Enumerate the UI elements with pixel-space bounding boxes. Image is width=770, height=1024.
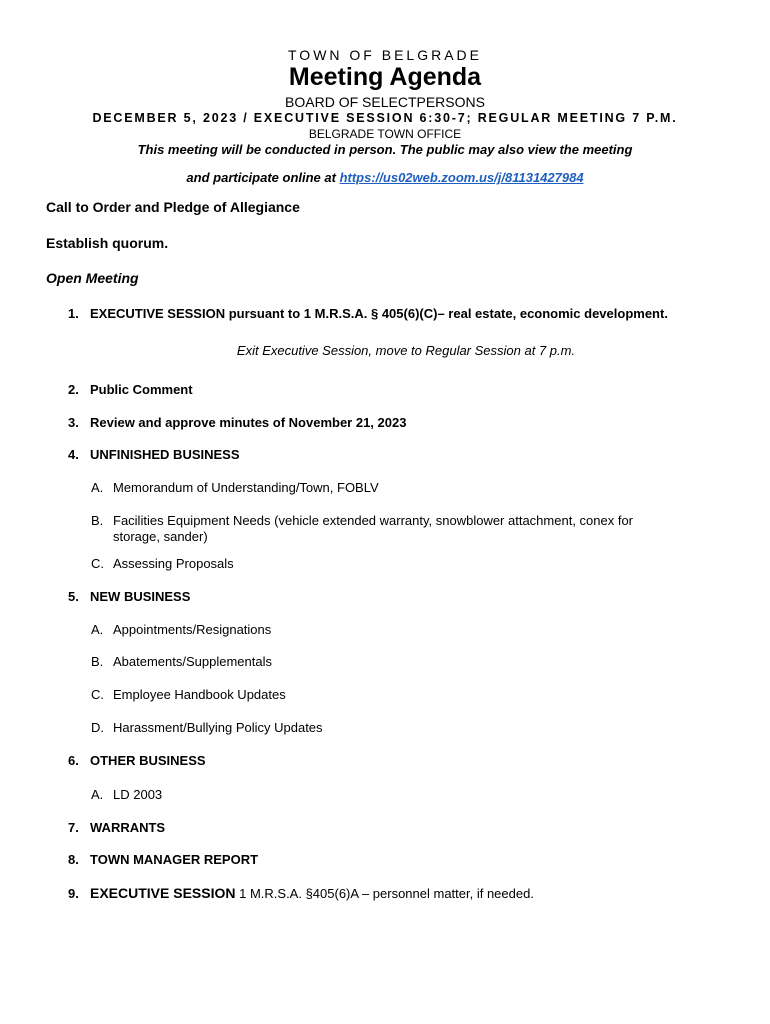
sub-item-text: Assessing Proposals <box>113 556 234 571</box>
exit-session-note: Exit Executive Session, move to Regular Session at 7 p.m. <box>236 343 576 358</box>
sub-item-text: Abatements/Supplementals <box>113 654 272 669</box>
other-business-item-a <box>91 787 683 803</box>
item-text: UNFINISHED BUSINESS <box>90 447 240 462</box>
sub-item-text: Facilities Equipment Needs (vehicle extended warranty, snowblower attachment, conex for storage, sander) <box>113 513 634 544</box>
notice-line-1: This meeting will be conducted in person. The public may also view the meeting <box>137 142 633 157</box>
sub-item-text: Harassment/Bullying Policy Updates <box>113 720 323 735</box>
item-number: 4. <box>68 447 79 462</box>
sub-item-letter: A. <box>91 480 104 495</box>
new-business-item-d <box>91 720 683 736</box>
item-text: NEW BUSINESS <box>90 589 191 604</box>
agenda-item-1 <box>68 306 668 321</box>
unfinished-item-a <box>91 480 683 496</box>
board-name: BOARD OF SELECTPERSONS <box>285 94 485 110</box>
item-text: Review and approve minutes of November 21, 2023 <box>90 415 407 430</box>
sub-item-letter: D. <box>91 720 104 735</box>
item-bold-text: EXECUTIVE SESSION <box>90 885 236 901</box>
heading-call-to-order: Call to Order and Pledge of Allegiance <box>46 199 300 215</box>
new-business-item-b <box>91 654 683 670</box>
unfinished-item-c <box>91 556 683 572</box>
notice-line-2-text: and participate online at <box>186 170 336 185</box>
sub-item-text: Employee Handbook Updates <box>113 687 286 702</box>
item-number: 5. <box>68 589 79 604</box>
sub-item-letter: C. <box>91 556 104 571</box>
meeting-location: BELGRADE TOWN OFFICE <box>308 127 462 141</box>
new-business-item-a <box>91 622 683 638</box>
item-text: WARRANTS <box>90 820 166 835</box>
item-number: 2. <box>68 382 79 397</box>
item-number: 3. <box>68 415 79 430</box>
new-business-item-c <box>91 687 683 703</box>
sub-item-text: LD 2003 <box>113 787 163 802</box>
agenda-item-4 <box>68 447 240 462</box>
town-name: TOWN OF BELGRADE <box>288 47 482 63</box>
item-number: 8. <box>68 852 79 867</box>
item-number: 6. <box>68 753 79 768</box>
sub-item-letter: C. <box>91 687 104 702</box>
agenda-item-8 <box>68 852 258 867</box>
sub-item-letter: B. <box>91 654 104 669</box>
agenda-item-7 <box>68 820 165 835</box>
item-text: Public Comment <box>90 382 193 397</box>
sub-item-text: Memorandum of Understanding/Town, FOBLV <box>113 480 379 495</box>
sub-item-text: Appointments/Resignations <box>113 622 272 637</box>
agenda-item-9 <box>68 885 534 901</box>
heading-quorum: Establish quorum. <box>46 235 169 251</box>
unfinished-item-b <box>91 513 683 545</box>
item-text: OTHER BUSINESS <box>90 753 206 768</box>
item-text: TOWN MANAGER REPORT <box>90 852 259 867</box>
agenda-item-2 <box>68 382 193 397</box>
agenda-item-3 <box>68 415 406 430</box>
item-text: 1 M.R.S.A. §405(6)A – personnel matter, if needed. <box>239 886 534 901</box>
item-number: 7. <box>68 820 79 835</box>
meeting-dates: DECEMBER 5, 2023 / EXECUTIVE SESSION 6:30-7; REGULAR MEETING 7 P.M. <box>92 111 678 125</box>
item-number: 9. <box>68 886 79 901</box>
item-text: EXECUTIVE SESSION pursuant to 1 M.R.S.A. § 405(6)(C)– real estate, economic development. <box>90 306 668 321</box>
sub-item-letter: A. <box>91 622 104 637</box>
sub-item-letter: B. <box>91 513 104 528</box>
item-number: 1. <box>68 306 79 321</box>
sub-item-letter: A. <box>91 787 104 802</box>
notice-line-2 <box>0 170 770 185</box>
page-title: Meeting Agenda <box>288 63 482 91</box>
heading-open-meeting: Open Meeting <box>46 270 139 286</box>
zoom-link[interactable]: https://us02web.zoom.us/j/81131427984 <box>339 170 584 185</box>
agenda-item-6 <box>68 753 206 768</box>
agenda-item-5 <box>68 589 190 604</box>
